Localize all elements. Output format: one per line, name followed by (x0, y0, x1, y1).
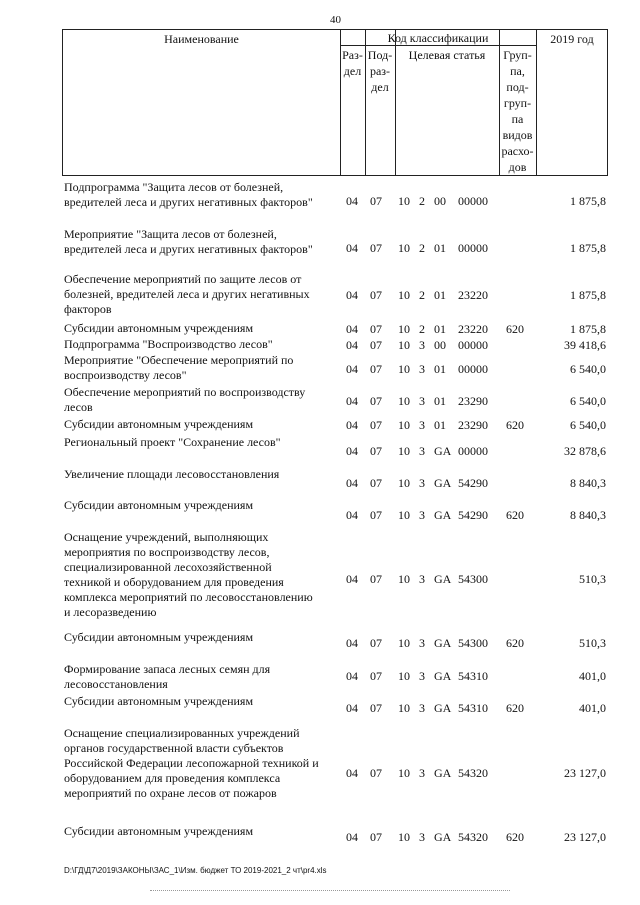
subsection-code: 07 (370, 701, 382, 715)
target-code-subprogram: 3 (419, 476, 425, 490)
row-name (64, 467, 344, 482)
row-name-line: техникой и оборудованием для проведения (64, 575, 284, 589)
amount-2019: 39 418,6 (564, 338, 606, 352)
section-code: 04 (346, 362, 358, 376)
target-code-direction: 00000 (458, 444, 488, 458)
row-name (64, 227, 344, 257)
target-code-subprogram: 3 (419, 394, 425, 408)
header-group: Груп- па, под- груп- па видов расхо- дов (501, 48, 534, 174)
target-code-subprogram: 3 (419, 338, 425, 352)
row-name (64, 530, 344, 620)
section-code: 04 (346, 444, 358, 458)
target-code-program: 10 (398, 338, 410, 352)
target-code-event: GA (434, 830, 452, 844)
section-code: 04 (346, 476, 358, 490)
target-code-program: 10 (398, 701, 410, 715)
subsection-code: 07 (370, 394, 382, 408)
expense-type-code: 620 (506, 830, 524, 844)
section-code: 04 (346, 572, 358, 586)
subsection-code: 07 (370, 418, 382, 432)
row-name-line: Обеспечение мероприятий по защите лесов от (64, 272, 302, 286)
target-code-event: GA (434, 766, 452, 780)
row-name-line: Региональный проект "Сохранение лесов" (64, 435, 281, 449)
amount-2019: 6 540,0 (570, 394, 606, 408)
target-code-event: 01 (434, 394, 446, 408)
target-code-subprogram: 3 (419, 669, 425, 683)
subsection-code: 07 (370, 322, 382, 336)
section-code: 04 (346, 669, 358, 683)
row-name-line: Обеспечение мероприятий по воспроизводству (64, 385, 306, 399)
amount-2019: 6 540,0 (570, 418, 606, 432)
row-name (64, 385, 344, 415)
target-code-direction: 23290 (458, 394, 488, 408)
row-name-line: мероприятия по воспроизводству лесов, (64, 545, 270, 559)
section-code: 04 (346, 288, 358, 302)
section-code: 04 (346, 701, 358, 715)
row-name-line: лесовосстановления (64, 677, 168, 691)
row-name-line: Субсидии автономным учреждениям (64, 417, 254, 431)
row-name-line: и лесоразведению (64, 605, 157, 619)
target-code-direction: 54320 (458, 766, 488, 780)
section-code: 04 (346, 241, 358, 255)
row-name-line: Субсидии автономным учреждениям (64, 498, 254, 512)
row-name-line: вредителей леса и других негативных факторов" (64, 195, 313, 209)
section-code: 04 (346, 418, 358, 432)
target-code-event: GA (434, 669, 452, 683)
amount-2019: 8 840,3 (570, 476, 606, 490)
target-code-direction: 54310 (458, 669, 488, 683)
row-name-line: оборудованием для проведения комплекса (64, 771, 281, 785)
row-name (64, 272, 344, 317)
header-target: Целевая статья (408, 48, 486, 62)
amount-2019: 23 127,0 (564, 830, 606, 844)
row-name-line: Мероприятие "Защита лесов от болезней, (64, 227, 277, 241)
section-code: 04 (346, 194, 358, 208)
target-code-direction: 23220 (458, 322, 488, 336)
row-name (64, 321, 344, 336)
section-code: 04 (346, 766, 358, 780)
target-code-event: 01 (434, 418, 446, 432)
target-code-direction: 00000 (458, 362, 488, 376)
target-code-event: 01 (434, 288, 446, 302)
target-code-direction: 54290 (458, 476, 488, 490)
subsection-code: 07 (370, 362, 382, 376)
amount-2019: 1 875,8 (570, 288, 606, 302)
target-code-program: 10 (398, 418, 410, 432)
target-code-direction: 00000 (458, 338, 488, 352)
subsection-code: 07 (370, 508, 382, 522)
target-code-direction: 23290 (458, 418, 488, 432)
target-code-event: 01 (434, 241, 446, 255)
target-code-event: 00 (434, 194, 446, 208)
target-code-program: 10 (398, 830, 410, 844)
file-path-footer: D:\ГД\Д7\2019\ЗАКОНЫ\ЗАС_1\Изм. бюджет ТО 2019-2021_2 чт\pr4.xls (64, 866, 327, 875)
row-name-line: Увеличение площади лесовосстановления (64, 467, 280, 481)
subsection-code: 07 (370, 572, 382, 586)
subsection-code: 07 (370, 830, 382, 844)
target-code-event: GA (434, 636, 452, 650)
row-name-line: Субсидии автономным учреждениям (64, 824, 254, 838)
target-code-event: GA (434, 444, 452, 458)
target-code-program: 10 (398, 669, 410, 683)
row-name-line: воспроизводству лесов" (64, 368, 187, 382)
expense-type-code: 620 (506, 418, 524, 432)
amount-2019: 1 875,8 (570, 322, 606, 336)
target-code-direction: 54290 (458, 508, 488, 522)
row-name-line: специализированной лесохозяйственной (64, 560, 272, 574)
subsection-code: 07 (370, 194, 382, 208)
row-name (64, 353, 344, 383)
scan-artifact-line (150, 890, 510, 891)
row-name-line: Субсидии автономным учреждениям (64, 694, 254, 708)
row-name-line: вредителей леса и других негативных факторов" (64, 242, 313, 256)
subsection-code: 07 (370, 444, 382, 458)
target-code-direction: 54300 (458, 636, 488, 650)
target-code-event: GA (434, 476, 452, 490)
expense-type-code: 620 (506, 701, 524, 715)
target-code-subprogram: 2 (419, 241, 425, 255)
amount-2019: 401,0 (579, 701, 606, 715)
subsection-code: 07 (370, 636, 382, 650)
target-code-subprogram: 3 (419, 362, 425, 376)
header-name: Наименование (164, 32, 239, 46)
target-code-subprogram: 2 (419, 288, 425, 302)
header-razdel: Раз- дел (342, 48, 363, 78)
header-year: 2019 год (550, 32, 594, 46)
amount-2019: 23 127,0 (564, 766, 606, 780)
row-name-line: Подпрограмма "Защита лесов от болезней, (64, 180, 284, 194)
section-code: 04 (346, 338, 358, 352)
target-code-subprogram: 3 (419, 766, 425, 780)
row-name-line: органов государственной власти субъектов (64, 741, 284, 755)
table-header (62, 29, 608, 176)
header-podrazdel: Под- раз- дел (367, 48, 393, 94)
row-name (64, 337, 344, 352)
target-code-subprogram: 3 (419, 636, 425, 650)
subsection-code: 07 (370, 288, 382, 302)
row-name (64, 630, 344, 645)
header-divider (536, 30, 537, 175)
row-name (64, 417, 344, 432)
target-code-event: 01 (434, 322, 446, 336)
amount-2019: 1 875,8 (570, 194, 606, 208)
amount-2019: 1 875,8 (570, 241, 606, 255)
target-code-event: GA (434, 508, 452, 522)
target-code-program: 10 (398, 444, 410, 458)
target-code-program: 10 (398, 362, 410, 376)
row-name (64, 824, 344, 839)
target-code-program: 10 (398, 476, 410, 490)
section-code: 04 (346, 830, 358, 844)
row-name-line: Подпрограмма "Воспроизводство лесов" (64, 337, 273, 351)
section-code: 04 (346, 322, 358, 336)
target-code-program: 10 (398, 288, 410, 302)
section-code: 04 (346, 508, 358, 522)
amount-2019: 401,0 (579, 669, 606, 683)
amount-2019: 32 878,6 (564, 444, 606, 458)
target-code-program: 10 (398, 508, 410, 522)
subsection-code: 07 (370, 669, 382, 683)
target-code-subprogram: 3 (419, 830, 425, 844)
target-code-program: 10 (398, 636, 410, 650)
row-name-line: Субсидии автономным учреждениям (64, 321, 254, 335)
target-code-program: 10 (398, 766, 410, 780)
target-code-direction: 54300 (458, 572, 488, 586)
target-code-direction: 23220 (458, 288, 488, 302)
target-code-program: 10 (398, 394, 410, 408)
target-code-subprogram: 3 (419, 418, 425, 432)
row-name (64, 435, 344, 450)
target-code-subprogram: 3 (419, 508, 425, 522)
expense-type-code: 620 (506, 636, 524, 650)
target-code-program: 10 (398, 572, 410, 586)
row-name-line: Субсидии автономным учреждениям (64, 630, 254, 644)
subsection-code: 07 (370, 338, 382, 352)
header-classification: Код классификации (387, 31, 489, 45)
row-name-line: мероприятий по охране лесов от пожаров (64, 786, 277, 800)
target-code-program: 10 (398, 194, 410, 208)
subsection-code: 07 (370, 241, 382, 255)
amount-2019: 6 540,0 (570, 362, 606, 376)
row-name-line: Российской Федерации лесопожарной техникой и (64, 756, 319, 770)
target-code-direction: 00000 (458, 241, 488, 255)
target-code-subprogram: 3 (419, 572, 425, 586)
target-code-direction: 00000 (458, 194, 488, 208)
target-code-direction: 54310 (458, 701, 488, 715)
page-number: 40 (330, 14, 341, 26)
row-name-line: Оснащение учреждений, выполняющих (64, 530, 269, 544)
section-code: 04 (346, 636, 358, 650)
target-code-subprogram: 3 (419, 444, 425, 458)
row-name-line: Мероприятие "Обеспечение мероприятий по (64, 353, 294, 367)
row-name (64, 662, 344, 692)
expense-type-code: 620 (506, 322, 524, 336)
target-code-event: 01 (434, 362, 446, 376)
target-code-event: GA (434, 701, 452, 715)
target-code-subprogram: 2 (419, 322, 425, 336)
target-code-direction: 54320 (458, 830, 488, 844)
target-code-program: 10 (398, 322, 410, 336)
row-name (64, 694, 344, 709)
expense-type-code: 620 (506, 508, 524, 522)
target-code-event: GA (434, 572, 452, 586)
target-code-event: 00 (434, 338, 446, 352)
subsection-code: 07 (370, 476, 382, 490)
section-code: 04 (346, 394, 358, 408)
row-name-line: Формирование запаса лесных семян для (64, 662, 271, 676)
row-name (64, 498, 344, 513)
row-name-line: факторов (64, 302, 112, 316)
row-name (64, 726, 344, 801)
amount-2019: 510,3 (579, 636, 606, 650)
amount-2019: 510,3 (579, 572, 606, 586)
row-name-line: лесов (64, 400, 93, 414)
subsection-code: 07 (370, 766, 382, 780)
row-name-line: Оснащение специализированных учреждений (64, 726, 300, 740)
target-code-subprogram: 3 (419, 701, 425, 715)
target-code-subprogram: 2 (419, 194, 425, 208)
row-name-line: комплекса мероприятий по лесовосстановлению (64, 590, 313, 604)
row-name-line: болезней, вредителей леса и других негативных (64, 287, 310, 301)
row-name (64, 180, 344, 210)
amount-2019: 8 840,3 (570, 508, 606, 522)
target-code-program: 10 (398, 241, 410, 255)
